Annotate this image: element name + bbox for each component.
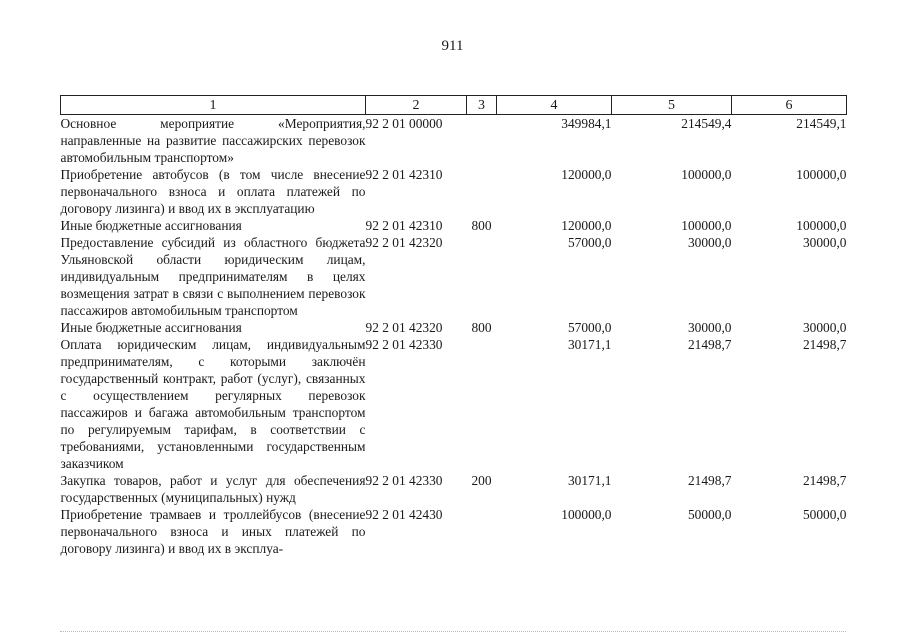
table-row xyxy=(61,115,847,167)
row-value-2: 21498,7 xyxy=(687,337,732,352)
row-value-3: 100000,0 xyxy=(796,167,847,182)
row-name: Иные бюджетные ассигнования xyxy=(60,320,242,335)
row-code: 92 2 01 42320 xyxy=(365,320,443,335)
table-row xyxy=(61,506,847,557)
table-row xyxy=(61,166,847,217)
row-code: 92 2 01 42310 xyxy=(365,218,443,233)
table-row xyxy=(61,234,847,319)
table-row xyxy=(61,217,847,234)
table-row xyxy=(61,319,847,336)
row-expense-type xyxy=(467,336,497,472)
row-code: 92 2 01 42430 xyxy=(365,507,443,522)
row-name: Приобретение трамваев и троллейбусов (внесение первоначального взноса и иных платежей по договору лизинга) и ввод их в эксплуа- xyxy=(60,507,366,556)
row-value-2: 50000,0 xyxy=(687,507,732,522)
row-expense-type xyxy=(467,115,497,167)
row-code: 92 2 01 00000 xyxy=(365,116,443,131)
row-name: Оплата юридическим лицам, индивидуальным предпринимателям, с которыми заключён государственный контракт, работ (услуг), связанных с осуществлением регулярных перевозок пассажиров и багажа автомобильным транспортом по регулируемым тарифам, в соответствии с требованиями, установленными государственным заказчиком xyxy=(60,337,366,471)
row-value-2: 100000,0 xyxy=(681,218,732,233)
column-header: 2 xyxy=(366,96,467,115)
row-name: Предоставление субсидий из областного бюджета Ульяновской области юридическим лицам, индивидуальным предпринимателям в целях возмещения затрат в связи с выполнением перевозок пассажиров автомобильным транспортом xyxy=(60,235,366,318)
row-value-1: 30171,1 xyxy=(567,337,612,352)
row-name: Закупка товаров, работ и услуг для обеспечения государственных (муниципальных) нужд xyxy=(60,473,366,505)
row-expense-type: 200 xyxy=(471,473,492,488)
row-expense-type xyxy=(467,506,497,557)
row-expense-type xyxy=(467,166,497,217)
row-value-1: 57000,0 xyxy=(567,320,612,335)
table-row xyxy=(61,472,847,506)
row-name: Иные бюджетные ассигнования xyxy=(60,218,242,233)
column-header: 5 xyxy=(612,96,732,115)
row-value-3: 21498,7 xyxy=(802,337,847,352)
row-value-2: 21498,7 xyxy=(687,473,732,488)
row-expense-type xyxy=(467,234,497,319)
row-value-1: 100000,0 xyxy=(561,507,612,522)
table-row xyxy=(61,336,847,472)
column-header: 1 xyxy=(61,96,366,115)
row-code: 92 2 01 42310 xyxy=(365,167,443,182)
row-value-1: 30171,1 xyxy=(567,473,612,488)
row-value-1: 57000,0 xyxy=(567,235,612,250)
row-value-3: 100000,0 xyxy=(796,218,847,233)
row-value-3: 214549,1 xyxy=(796,116,847,131)
row-value-1: 349984,1 xyxy=(561,116,612,131)
column-header: 4 xyxy=(497,96,612,115)
row-value-3: 21498,7 xyxy=(802,473,847,488)
row-expense-type: 800 xyxy=(471,218,492,233)
row-expense-type: 800 xyxy=(471,320,492,335)
row-code: 92 2 01 42320 xyxy=(365,235,443,250)
row-value-3: 50000,0 xyxy=(802,507,847,522)
row-value-2: 30000,0 xyxy=(687,235,732,250)
page-number: 911 xyxy=(441,38,464,54)
row-value-2: 214549,4 xyxy=(681,116,732,131)
row-name: Основное мероприятие «Мероприятия, направленные на развитие пассажирских перевозок автомобильным транспортом» xyxy=(60,116,366,165)
row-code: 92 2 01 42330 xyxy=(365,473,443,488)
row-value-2: 30000,0 xyxy=(687,320,732,335)
row-code: 92 2 01 42330 xyxy=(365,337,443,352)
row-value-2: 100000,0 xyxy=(681,167,732,182)
row-value-3: 30000,0 xyxy=(802,235,847,250)
budget-table xyxy=(60,95,847,557)
row-name: Приобретение автобусов (в том числе внесение первоначального взноса и оплата платежей по договору лизинга) и ввод их в эксплуатацию xyxy=(60,167,366,216)
column-header: 3 xyxy=(467,96,497,115)
table-header-row xyxy=(61,96,847,115)
row-value-1: 120000,0 xyxy=(561,167,612,182)
row-value-1: 120000,0 xyxy=(561,218,612,233)
scan-edge-divider xyxy=(60,631,846,632)
column-header: 6 xyxy=(732,96,847,115)
row-value-3: 30000,0 xyxy=(802,320,847,335)
